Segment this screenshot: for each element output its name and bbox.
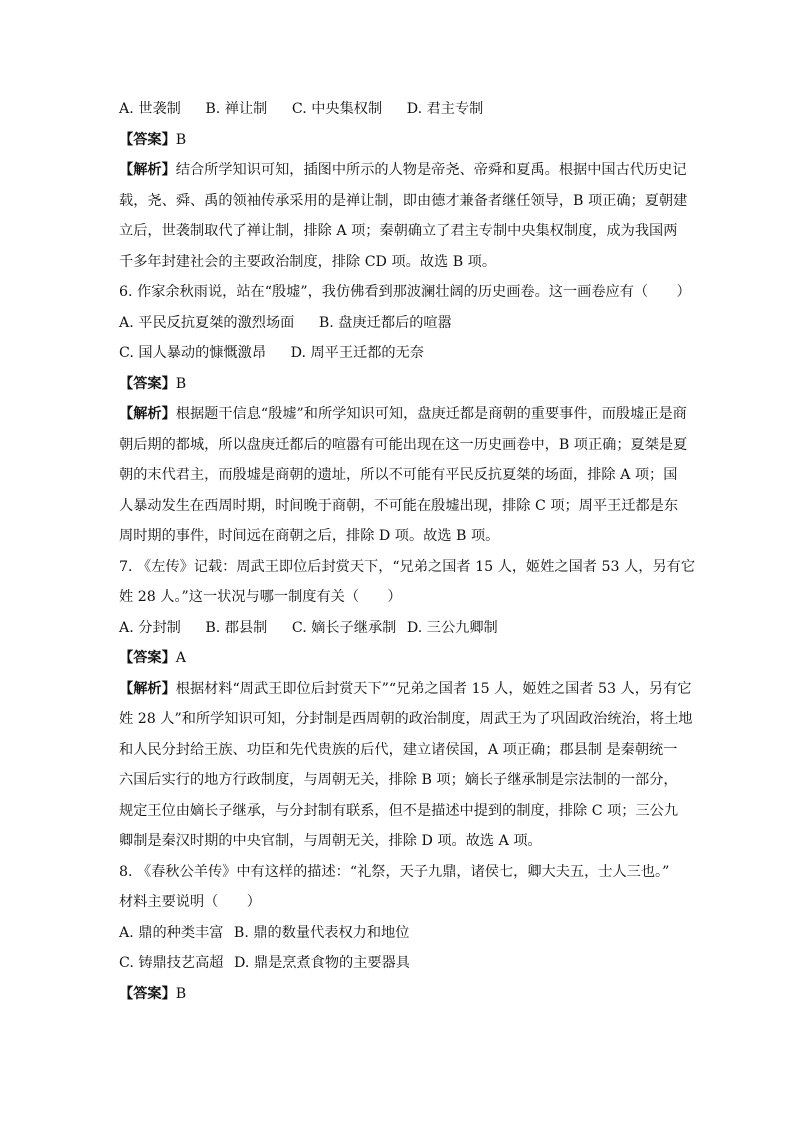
q7-analysis-line: 【解析】根据材料“周武王即位后封赏天下”“兄弟之国者 15 人，姬姓之国者 53 人，另有它 [119, 680, 692, 697]
q7-analysis-line: 六国后实行的地方行政制度，与周朝无关，排除 B 项；嫡长子继承制是宗法制的一部分， [119, 772, 678, 788]
q5-answer-value: B [175, 131, 187, 148]
q6-option-c: C. 国人暴动的慷慨激昂 [119, 345, 267, 361]
q6-analysis-line: 周时期的事件，时间远在商朝之后，排除 D 项。故选 B 项。 [119, 528, 500, 544]
document-content [119, 99, 696, 1014]
q6-answer-value: B [175, 375, 187, 392]
q8-option-d: D. 鼎是烹煮食物的主要器具 [234, 955, 410, 971]
q5-option-a: A. 世袭制 [119, 101, 181, 117]
q8-stem: 8. 《春秋公羊传》中有这样的描述：“礼祭，天子九鼎，诸侯七，卿大夫五，士人三也。” [119, 863, 670, 880]
q6-option-a: A. 平民反抗夏桀的激烈场面 [119, 314, 295, 331]
q7-answer [119, 648, 679, 668]
q6-answer-label: 【答案】 [119, 375, 176, 392]
q7-stem: 7. 《左传》记载：周武王即位后封赏天下，“兄弟之国者 15 人，姬姓之国者 53 人，另有它 [119, 558, 696, 575]
q7-option-d: D. 三公九卿制 [406, 619, 498, 636]
q8-answer [119, 984, 679, 1004]
q5-analysis-line: 载，尧、舜、禹的领袖传承采用的是禅让制，即由德才兼备者继任领导，B 项正确；夏朝建 [119, 192, 688, 209]
q6-options-row-2 [119, 343, 679, 363]
q6-analysis-label: 【解析】 [119, 406, 176, 422]
q7-analysis-line: 姓 28 人”和所学知识可知，分封制是西周朝的政治制度，周武王为了巩固政治统治，将土地 [119, 711, 693, 727]
q7-analysis-line: 卿制是秦汉时期的中央官制，与周朝无关，排除 D 项。故选 A 项。 [119, 833, 542, 849]
q6-option-d: D. 周平王迁都的无奈 [290, 345, 424, 361]
q6-options-row-1 [119, 313, 679, 333]
q5-analysis-line: 千多年封建社会的主要政治制度，排除 CD 项。故选 B 项。 [119, 253, 497, 270]
q5-options [119, 99, 679, 119]
q7-analysis-line: 和人民分封给王族、功臣和先代贵族的后代，建立诸侯国，A 项正确；郡县制 是秦朝统一 [119, 741, 678, 758]
q7-answer-label: 【答案】 [119, 650, 176, 666]
q7-option-a: A. 分封制 [119, 619, 181, 636]
q5-answer-label: 【答案】 [119, 131, 176, 148]
q8-stem: 材料主要说明（ ） [119, 894, 261, 910]
q5-analysis-line: 【解析】结合所学知识可知，插图中所示的人物是帝尧、帝舜和夏禹。根据中国古代历史记 [119, 162, 687, 178]
q8-option-c: C. 铸鼎技艺高超 [119, 955, 224, 971]
q7-answer-value: A [175, 650, 187, 666]
q7-option-c: C. 嫡长子继承制 [291, 619, 397, 636]
q5-option-d: D. 君主专制 [406, 101, 484, 117]
q6-answer [119, 374, 679, 394]
q5-answer [119, 130, 679, 150]
q5-option-c: C. 中央集权制 [291, 101, 383, 117]
q8-options-row-1 [119, 923, 679, 943]
q8-option-b: B. 鼎的数量代表权力和地位 [233, 924, 410, 941]
q5-option-b: B. 禅让制 [205, 101, 268, 117]
q5-analysis-label: 【解析】 [119, 162, 176, 178]
q7-options [119, 618, 679, 638]
q8-option-a: A. 鼎的种类丰富 [119, 924, 224, 941]
q6-stem: 6. 作家余秋雨说，站在“殷墟”，我仿佛看到那波澜壮阔的历史画卷。这一画卷应有（ ） [119, 284, 691, 300]
q6-analysis-line: 朝后期的都城，所以盘庚迁都后的喧嚣有可能出现在这一历史画卷中，B 项正确；夏桀是夏 [119, 436, 688, 453]
q6-analysis-line: 【解析】根据题干信息“殷墟”和所学知识可知，盘庚迁都是商朝的重要事件，而殷墟正是商 [119, 406, 687, 422]
q8-answer-value: B [175, 985, 187, 1002]
q7-analysis-line: 规定王位由嫡长子继承，与分封制有联系，但不是描述中提到的制度，排除 C 项；三公九 [119, 802, 679, 819]
q6-analysis-line: 朝的末代君主，而殷墟是商朝的遗址，所以不可能有平民反抗夏桀的场面，排除 A 项；国 [119, 467, 678, 483]
q7-analysis-label: 【解析】 [119, 680, 176, 697]
q8-answer-label: 【答案】 [119, 985, 176, 1002]
q6-analysis-line: 人暴动发生在西周时期，时间晚于商朝，不可能在殷墟出现，排除 C 项；周平王迁都是东 [119, 497, 679, 514]
q5-analysis-line: 立后，世袭制取代了禅让制，排除 A 项；秦朝确立了君主专制中央集权制度，成为我国两 [119, 223, 678, 239]
q8-options-row-2 [119, 953, 679, 973]
q7-option-b: B. 郡县制 [205, 619, 268, 636]
q6-option-b: B. 盘庚迁都后的喧嚣 [318, 314, 452, 331]
q7-stem: 姓 28 人。”这一状况与哪一制度有关（ ） [119, 589, 402, 605]
